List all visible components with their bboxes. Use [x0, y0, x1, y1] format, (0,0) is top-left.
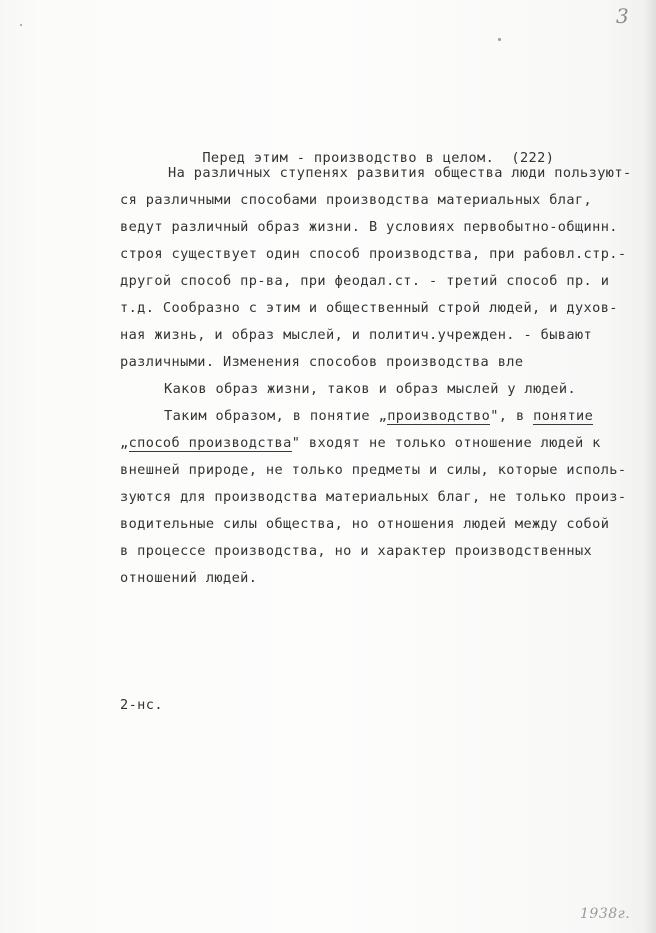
- paper-speck: [498, 38, 501, 41]
- footer-mark: 2-нс.: [120, 697, 163, 713]
- paragraph1-line: т.д. Сообразно с этим и общественный строй людей, и духов-: [120, 300, 618, 316]
- paragraph1-line: ся различными способами производства материальных благ,: [120, 192, 593, 208]
- heading-text: Перед этим - производство в целом.: [202, 150, 495, 166]
- paragraph1-line: различными. Изменения способов производства вле: [120, 354, 524, 370]
- paragraph1-line: На различных ступенях развития общества люди пользуют-: [168, 165, 632, 181]
- underlined-term: способ производства: [128, 435, 292, 451]
- paragraph3-text: ", в: [490, 408, 534, 424]
- paragraph3-line: внешней природе, не только предметы и силы, которые исполь-: [120, 462, 627, 478]
- underlined-term: понятие: [533, 408, 594, 424]
- handwritten-date: 1938г.: [580, 906, 631, 922]
- paper-speck: [20, 24, 22, 26]
- paragraph3-line: водительные силы общества, но отношения людей между собой: [120, 516, 610, 532]
- paragraph3-line: отношений людей.: [120, 570, 258, 586]
- paragraph3-text: " входят не только отношение людей к: [291, 435, 601, 451]
- paragraph3-line: зуются для производства материальных благ, не только произ-: [120, 489, 627, 505]
- paragraph3-line: в процессе производства, но и характер производственных: [120, 543, 593, 559]
- page-edge-shadow: [644, 0, 656, 933]
- heading-ref: (222): [511, 150, 555, 166]
- paragraph3-text: Таким образом, в понятие „: [164, 408, 388, 424]
- paragraph1-line: ная жизнь, и образ мыслей, и политич.учрежден. - бывают: [120, 327, 593, 343]
- page-number: 3: [616, 4, 629, 28]
- paragraph2-line: Каков образ жизни, таков и образ мыслей у людей.: [164, 381, 577, 397]
- paragraph3-line: [164, 408, 593, 424]
- underlined-term: производство: [387, 408, 491, 424]
- paragraph1-line: ведут различный образ жизни. В условиях первобытно-общинн.: [120, 219, 618, 235]
- paragraph1-line: другой способ пр-ва, при феодал.ст. - третий способ пр. и: [120, 273, 610, 289]
- paragraph1-line: строя существует один способ производства, при рабовл.стр.-: [120, 246, 627, 262]
- paragraph3-text: „: [120, 435, 129, 451]
- paragraph3-line: [120, 435, 601, 451]
